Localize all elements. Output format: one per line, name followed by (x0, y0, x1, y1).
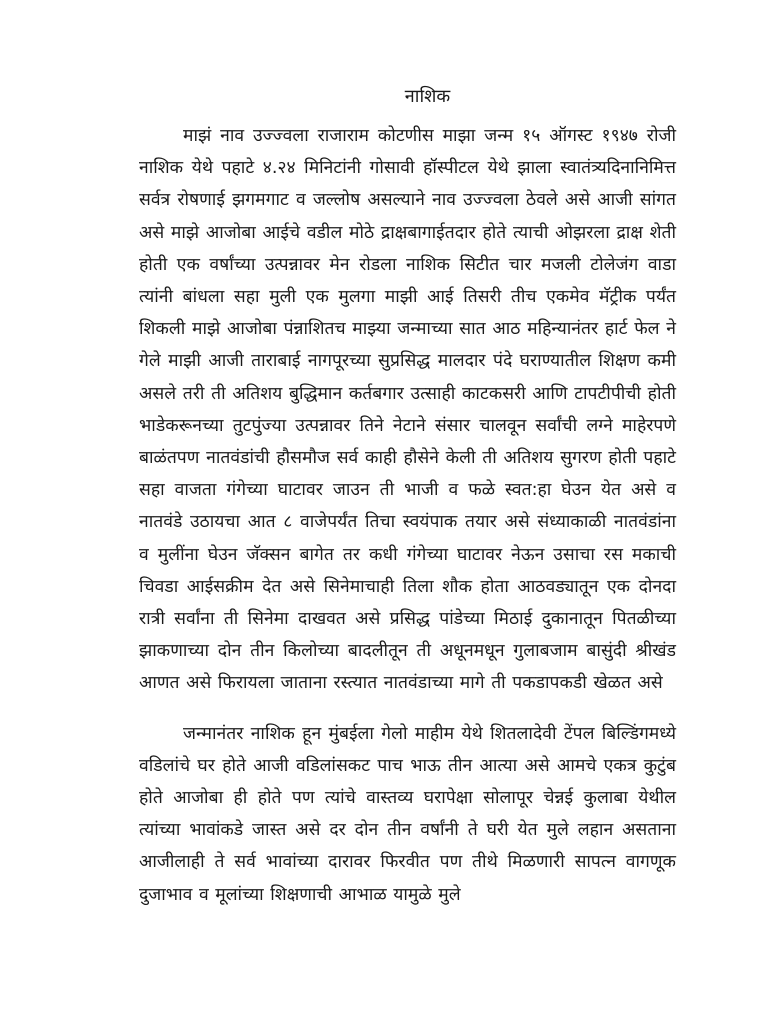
document-page (139, 84, 676, 911)
document-title: नाशिक (404, 86, 451, 107)
paragraph-1: माझं नाव उज्ज्वला राजाराम कोटणीस माझा जन्म १५ ऑगस्ट १९४७ रोजी नाशिक येथे पहाटे ४.२४ मिनिटांनी गोसावी हॉस्पीटल येथे झाला स्वातंत्र्यदिनानिमित्त सर्वत्र रोषणाई झगमगाट व जल्लोष असल्याने नाव उज्ज्वला ठेवले असे आजी सांगत असे माझे आजोबा आईचे वडील मोठे द्राक्षबागाईतदार होते त्याची ओझरला द्राक्ष शेती होती एक वर्षांच्या उत्पन्नावर मेन रोडला नाशिक सिटीत चार मजली टोलेजंग वाडा त्यांनी बांधला सहा मुली एक मुलगा माझी आई तिसरी तीच एकमेव मॅट्रीक पर्यंत शिकली माझे आजोबा पंन्नाशितच माझ्या जन्माच्या सात आठ महिन्यानंतर हार्ट फेल ने गेले माझी आजी ताराबाई नागपूरच्या सुप्रसिद्ध मालदार पंदे घराण्यातील शिक्षण कमी असले तरी ती अतिशय बुद्धिमान कर्तबगार उत्साही काटकसरी आणि टापटीपीची होती भाडेकरूनच्या तुटपुंज्या उत्पन्नावर तिने नेटाने संसार चालवून सर्वांची लग्ने माहेरपणे बाळंतपण नातवंडांची हौसमौज सर्व काही हौसेने केली ती अतिशय सुगरण होती पहाटे सहा वाजता गंगेच्या घाटावर जाउन ती भाजी व फळे स्वत:हा घेउन येत असे व नातवंडे उठायचा आत ८ वाजेपर्यंत तिचा स्वयंपाक तयार असे संध्याकाळी नातवंडांना व मुलींना घेउन जॅक्सन बागेत तर कधी गंगेच्या घाटावर नेऊन उसाचा रस मकाची चिवडा आईसक्रीम देत असे सिनेमाचाही तिला शौक होता आठवड्यातून एक दोनदा रात्री सर्वांना ती सिनेमा दाखवत असे प्रसिद्ध पांडेच्या मिठाई दुकानातून पितळीच्या झाकणाच्या दोन तीन किलोच्या बादलीतून ती अधूनमधून गुलाबजाम बासुंदी श्रीखंड आणत असे फिरायला जाताना रस्त्यात नातवंडाच्या मागे ती पकडापकडी खेळत असे (139, 126, 677, 694)
paragraph-2: जन्मानंतर नाशिक हून मुंबईला गेलो माहीम येथे शितलादेवी टेंपल बिल्डिंगमध्ये वडिलांचे घर होते आजी वडिलांसकट पाच भाऊ तीन आत्या असे आमचे एकत्र कुटुंब होते आजोबा ही होते पण त्यांचे वास्तव्य घरापेक्षा सोलापूर चेन्नई कुलाबा येथील त्यांच्या भावांकडे जास्त असे दर दोन तीन वर्षांनी ते घरी येत मुले लहान असताना आजीलाही ते सर्व भावांच्या दारावर फिरवीत पण तीथे मिळणारी सापत्न वागणूक दुजाभाव व मूलांच्या शिक्षणाची आभाळ यामुळे मुले (139, 723, 676, 905)
